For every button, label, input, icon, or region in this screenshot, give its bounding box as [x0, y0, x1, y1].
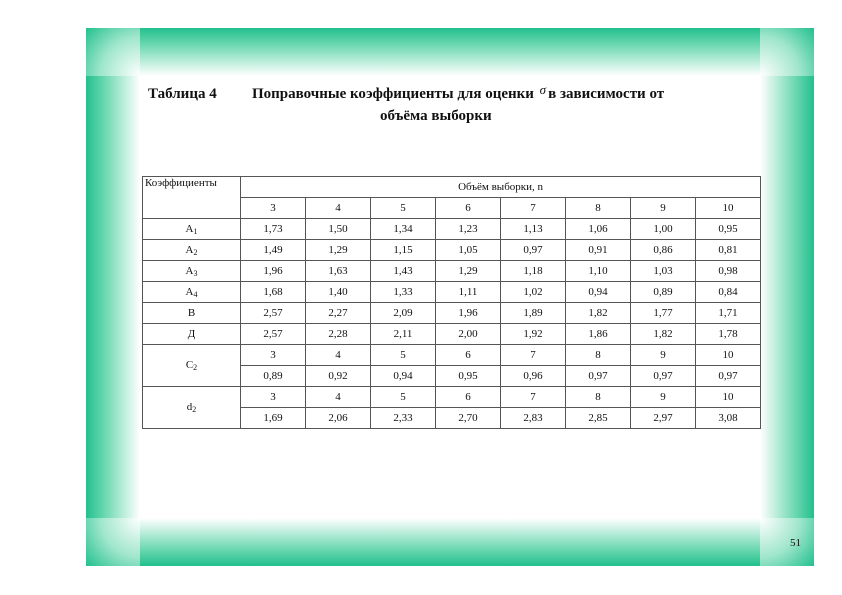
value-cell: 0,92 — [306, 366, 371, 387]
value-cell: 0,84 — [696, 282, 761, 303]
value-cell: 0,81 — [696, 240, 761, 261]
row-label-letter: A — [185, 264, 194, 277]
row-label-letter: B — [187, 306, 196, 319]
value-cell: 2,06 — [306, 408, 371, 429]
row-label-letter: C — [185, 359, 194, 371]
row-label-letter: Д — [187, 327, 196, 340]
sample-size-cell: 3 — [241, 387, 306, 408]
frame-corner-top-left — [86, 28, 140, 76]
row-label-subscript: 1 — [193, 226, 198, 236]
value-cell: 1,18 — [501, 261, 566, 282]
sample-size-cell: 5 — [371, 345, 436, 366]
value-cell: 2,83 — [501, 408, 566, 429]
value-cell: 2,33 — [371, 408, 436, 429]
value-cell: 2,85 — [566, 408, 631, 429]
sample-size-cell: 10 — [696, 387, 761, 408]
frame-bottom-band — [140, 518, 760, 566]
value-cell: 0,89 — [631, 282, 696, 303]
value-cell: 0,96 — [501, 366, 566, 387]
row-label-subscript: 2 — [193, 363, 198, 372]
value-cell: 1,43 — [371, 261, 436, 282]
value-cell: 2,57 — [241, 324, 306, 345]
value-cell: 1,96 — [241, 261, 306, 282]
sample-size-cell: 4 — [306, 198, 371, 219]
value-cell: 1,29 — [436, 261, 501, 282]
sample-size-cell: 5 — [371, 198, 436, 219]
sample-size-cell: 8 — [566, 345, 631, 366]
d2-n-row — [143, 387, 761, 408]
row-label-letter: d — [186, 401, 193, 413]
value-cell: 1,34 — [371, 219, 436, 240]
sample-size-cell: 9 — [631, 387, 696, 408]
table-row — [143, 219, 761, 240]
value-cell: 1,82 — [566, 303, 631, 324]
table-row — [143, 303, 761, 324]
value-cell: 0,94 — [371, 366, 436, 387]
row-label-subscript: 3 — [193, 268, 198, 278]
sample-size-cell: 10 — [696, 198, 761, 219]
sample-size-cell: 10 — [696, 345, 761, 366]
value-cell: 1,40 — [306, 282, 371, 303]
value-cell: 1,82 — [631, 324, 696, 345]
value-cell: 1,73 — [241, 219, 306, 240]
value-cell: 0,97 — [501, 240, 566, 261]
page-number: 51 — [790, 537, 801, 549]
value-cell: 0,98 — [696, 261, 761, 282]
d2-label — [143, 387, 241, 429]
value-cell: 2,97 — [631, 408, 696, 429]
row-label — [143, 324, 241, 345]
frame-corner-bottom-right — [760, 518, 814, 566]
value-cell: 2,00 — [436, 324, 501, 345]
value-cell: 2,11 — [371, 324, 436, 345]
sample-size-cell: 3 — [241, 198, 306, 219]
sample-size-cell: 7 — [501, 345, 566, 366]
value-cell: 1,03 — [631, 261, 696, 282]
c2-label — [143, 345, 241, 387]
sample-size-cell: 7 — [501, 198, 566, 219]
value-cell: 1,78 — [696, 324, 761, 345]
value-cell: 0,91 — [566, 240, 631, 261]
sample-size-cell: 6 — [436, 198, 501, 219]
sample-size-cell: 8 — [566, 387, 631, 408]
value-cell: 1,92 — [501, 324, 566, 345]
value-cell: 0,89 — [241, 366, 306, 387]
sample-size-cell: 3 — [241, 345, 306, 366]
row-label-letter: A — [185, 285, 194, 298]
group-header: Объём выборки, n — [241, 177, 761, 198]
row-label — [143, 282, 241, 303]
value-cell: 1,05 — [436, 240, 501, 261]
table-header-row — [143, 177, 761, 198]
value-cell: 2,70 — [436, 408, 501, 429]
sample-size-cell: 6 — [436, 387, 501, 408]
value-cell: 1,86 — [566, 324, 631, 345]
sample-size-cell: 9 — [631, 345, 696, 366]
sample-size-cell: 7 — [501, 387, 566, 408]
row-label-subscript: 2 — [193, 247, 198, 257]
value-cell: 1,29 — [306, 240, 371, 261]
value-cell: 1,69 — [241, 408, 306, 429]
value-cell: 1,89 — [501, 303, 566, 324]
sample-size-cell: 4 — [306, 345, 371, 366]
table-number: Таблица 4 — [148, 86, 217, 102]
value-cell: 0,97 — [631, 366, 696, 387]
value-cell: 0,97 — [566, 366, 631, 387]
corner-header: Коэффициенты — [143, 177, 241, 219]
value-cell: 3,08 — [696, 408, 761, 429]
caption-line-1 — [252, 82, 665, 103]
value-cell: 1,33 — [371, 282, 436, 303]
value-cell: 1,50 — [306, 219, 371, 240]
value-cell: 1,77 — [631, 303, 696, 324]
row-label — [143, 261, 241, 282]
row-label-letter: A — [185, 222, 194, 235]
value-cell: 1,06 — [566, 219, 631, 240]
row-label-subscript: 4 — [193, 289, 198, 299]
value-cell: 1,10 — [566, 261, 631, 282]
value-cell: 1,49 — [241, 240, 306, 261]
sigma-symbol: σ — [539, 82, 547, 97]
value-cell: 0,97 — [696, 366, 761, 387]
value-cell: 1,02 — [501, 282, 566, 303]
table-row — [143, 282, 761, 303]
frame-corner-top-right — [760, 28, 814, 76]
value-cell: 0,94 — [566, 282, 631, 303]
frame-left-band — [86, 76, 140, 518]
row-label-letter: A — [185, 243, 194, 256]
caption-text-after: в зависимости от — [548, 86, 665, 102]
frame-top-band — [140, 28, 760, 76]
value-cell: 2,28 — [306, 324, 371, 345]
table-row — [143, 324, 761, 345]
row-label — [143, 303, 241, 324]
value-cell: 1,68 — [241, 282, 306, 303]
value-cell: 2,09 — [371, 303, 436, 324]
caption-text-before: Поправочные коэффициенты для оценки — [252, 86, 534, 102]
row-label — [143, 240, 241, 261]
table-row — [143, 261, 761, 282]
value-cell: 1,23 — [436, 219, 501, 240]
value-cell: 1,11 — [436, 282, 501, 303]
value-cell: 0,86 — [631, 240, 696, 261]
c2-n-row — [143, 345, 761, 366]
sample-size-cell: 4 — [306, 387, 371, 408]
sample-size-cell: 6 — [436, 345, 501, 366]
coefficients-table — [142, 176, 761, 429]
frame-right-band — [760, 76, 814, 518]
sample-size-cell: 9 — [631, 198, 696, 219]
value-cell: 2,27 — [306, 303, 371, 324]
value-cell: 2,57 — [241, 303, 306, 324]
sample-size-cell: 5 — [371, 387, 436, 408]
value-cell: 0,95 — [696, 219, 761, 240]
row-label — [143, 219, 241, 240]
sample-size-cell: 8 — [566, 198, 631, 219]
row-label-subscript: 2 — [192, 405, 197, 414]
table-row — [143, 240, 761, 261]
value-cell: 1,15 — [371, 240, 436, 261]
value-cell: 1,13 — [501, 219, 566, 240]
value-cell: 0,95 — [436, 366, 501, 387]
frame-corner-bottom-left — [86, 518, 140, 566]
value-cell: 1,71 — [696, 303, 761, 324]
caption-line-2: объёма выборки — [380, 108, 492, 124]
value-cell: 1,63 — [306, 261, 371, 282]
value-cell: 1,96 — [436, 303, 501, 324]
value-cell: 1,00 — [631, 219, 696, 240]
